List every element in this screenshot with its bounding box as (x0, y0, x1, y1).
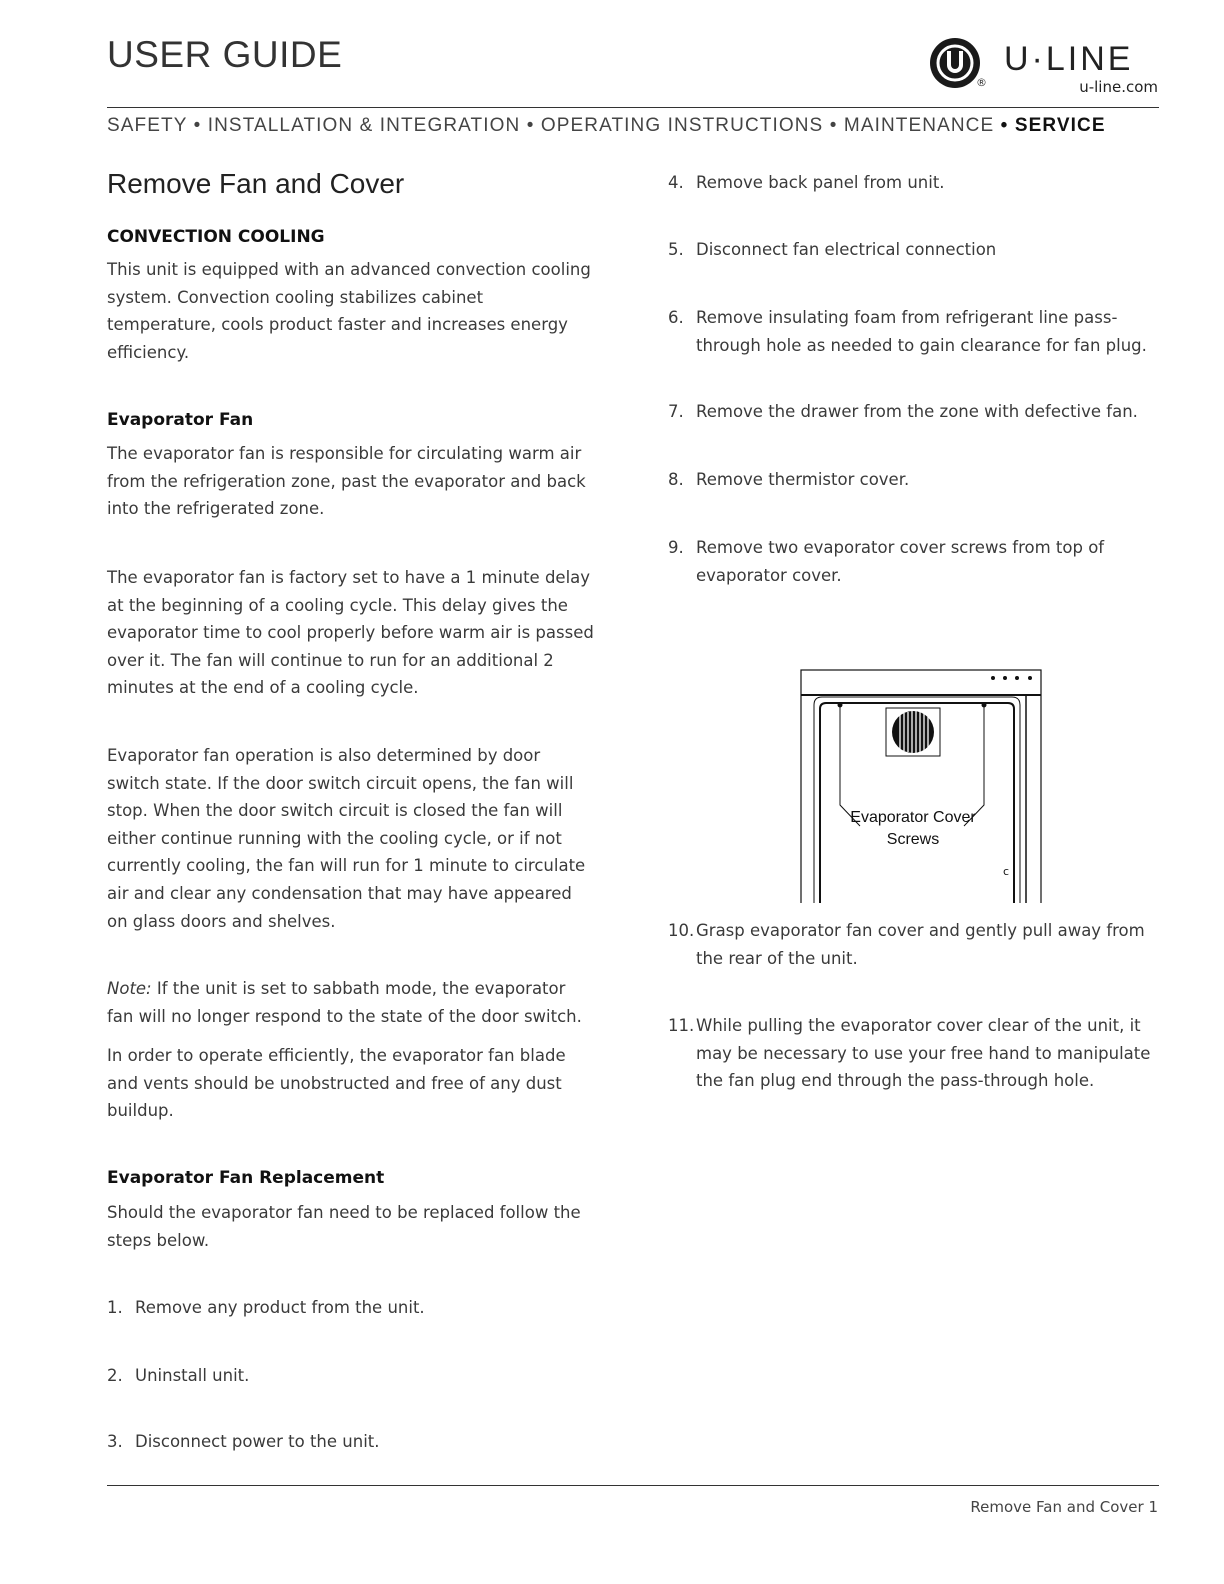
figure-label (800, 807, 1026, 851)
footer-rule (107, 1485, 1159, 1486)
note-label: Note: (107, 979, 152, 998)
nav-separator: • (193, 115, 202, 136)
footer-page-label: Remove Fan and Cover 1 (970, 1498, 1158, 1516)
evaporator-cover-figure (800, 669, 1042, 903)
svg-text:c: c (1003, 865, 1010, 878)
step-text: Disconnect power to the unit. (135, 1432, 380, 1451)
evap-fan-p2: The evaporator fan is factory set to have a 1 minute delay at the beginning of a cooling cycle. This delay gives the evaporator time to cool properly before warm air is passed over it. The fan will continue to run for an additional 2 minutes at the end of a cooling cycle. (107, 568, 594, 698)
nav-installation: INSTALLATION & INTEGRATION (207, 115, 521, 136)
nav-maintenance: MAINTENANCE (843, 115, 995, 136)
nav-operating: OPERATING INSTRUCTIONS (540, 115, 824, 136)
header-rule (107, 107, 1159, 108)
step-9 (668, 534, 1163, 589)
step-number: 10. (668, 921, 695, 940)
step-1 (107, 1294, 597, 1322)
step-text: While pulling the evaporator cover clear of the unit, it may be necessary to use your free hand to manipulate the fan plug end through the pass-through hole. (696, 1016, 1151, 1091)
step-number: 3. (107, 1432, 123, 1451)
step-8 (668, 466, 1163, 494)
step-6 (668, 304, 1163, 359)
step-number: 8. (668, 470, 684, 489)
step-7 (668, 398, 1163, 426)
step-number: 2. (107, 1366, 123, 1385)
evap-fan-p3: Evaporator fan operation is also determined by door switch state. If the door switch circuit opens, the fan will stop. When the door switch circuit is closed the fan will either continue running with the cooling cycle, or if not currently cooling, the fan will run for 1 minute to circulate air and clear any condensation that may have appeared on glass doors and shelves. (107, 746, 586, 931)
website: u-line.com (1079, 78, 1158, 96)
heading-convection: CONVECTION COOLING (107, 227, 325, 247)
figure-label-line1: Evaporator Cover (850, 809, 976, 826)
page-title: Remove Fan and Cover (107, 168, 405, 199)
step-2 (107, 1362, 597, 1390)
convection-text: This unit is equipped with an advanced convection cooling system. Convection cooling stabilizes cabinet temperature, cools product faster and increases energy efficiency. (107, 260, 591, 362)
step-text: Remove any product from the unit. (135, 1298, 425, 1317)
step-5 (668, 236, 1163, 264)
replacement-intro: Should the evaporator fan need to be replaced follow the steps below. (107, 1203, 581, 1250)
note-text: If the unit is set to sabbath mode, the evaporator fan will no longer respond to the state of the door switch. (107, 979, 582, 1026)
note-paragraph (107, 975, 597, 1030)
unit-diagram-icon (800, 669, 1042, 903)
step-number: 7. (668, 402, 684, 421)
section-nav (107, 115, 1159, 137)
step-text: Remove insulating foam from refrigerant line pass-through hole as needed to gain clearance for fan plug. (696, 308, 1147, 355)
heading-evap-fan: Evaporator Fan (107, 410, 254, 430)
step-text: Disconnect fan electrical connection (696, 240, 997, 259)
evap-fan-p4: In order to operate efficiently, the evaporator fan blade and vents should be unobstructed and free of any dust buildup. (107, 1046, 566, 1121)
step-11 (668, 1012, 1163, 1095)
step-text: Grasp evaporator fan cover and gently pull away from the rear of the unit. (696, 921, 1145, 968)
nav-safety: SAFETY (107, 115, 188, 136)
step-10 (668, 917, 1163, 972)
heading-replacement: Evaporator Fan Replacement (107, 1168, 385, 1188)
step-text: Remove two evaporator cover screws from top of evaporator cover. (696, 538, 1105, 585)
figure-label-line2: Screws (886, 831, 940, 848)
step-number: 9. (668, 538, 684, 557)
registered-mark: ® (976, 76, 987, 89)
step-text: Remove the drawer from the zone with defective fan. (696, 402, 1138, 421)
step-number: 11. (668, 1016, 695, 1035)
step-number: 1. (107, 1298, 123, 1317)
nav-separator: • (829, 115, 838, 136)
step-number: 4. (668, 173, 684, 192)
nav-service-active: SERVICE (1014, 115, 1106, 136)
step-text: Uninstall unit. (135, 1366, 250, 1385)
evap-fan-p1: The evaporator fan is responsible for circulating warm air from the refrigeration zone, past the evaporator and back into the refrigerated zone. (107, 444, 586, 519)
nav-separator: • (526, 115, 535, 136)
nav-separator: • (1000, 115, 1009, 136)
brand-name: U·LINE (1004, 40, 1134, 78)
doc-title: USER GUIDE (107, 34, 343, 75)
step-text: Remove back panel from unit. (696, 173, 945, 192)
step-4 (668, 169, 1163, 197)
step-number: 6. (668, 308, 684, 327)
step-text: Remove thermistor cover. (696, 470, 910, 489)
step-3 (107, 1428, 597, 1456)
step-number: 5. (668, 240, 684, 259)
